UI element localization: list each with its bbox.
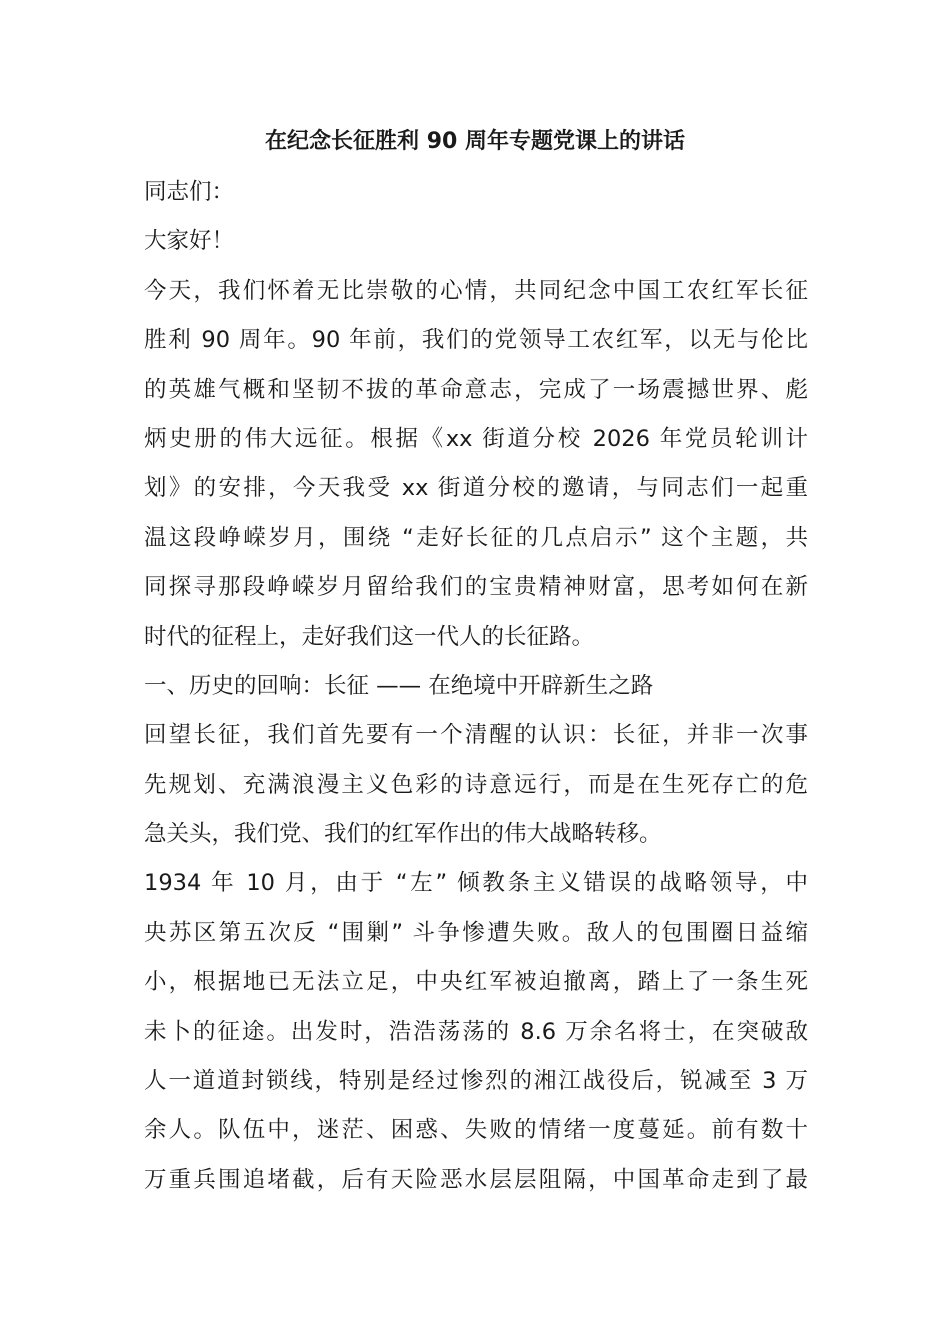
body-line: 炳史册的伟大远征。根据《xx 街道分校 2026 年党员轮训计	[144, 425, 808, 452]
body-line: 同志们：	[144, 179, 235, 205]
body-line: 的英雄气概和坚韧不拔的革命意志，完成了一场震撼世界、彪	[144, 376, 808, 403]
body-line: 央苏区第五次反 “围剿” 斗争惨遭失败。敌人的包围圈日益缩	[144, 919, 808, 946]
body-line: 温这段峥嵘岁月，围绕 “走好长征的几点启示” 这个主题，共	[144, 524, 808, 551]
body-line: 人一道道封锁线，特别是经过惨烈的湘江战役后，锐减至 3 万	[144, 1068, 808, 1095]
body-line: 时代的征程上，走好我们这一代人的长征路。	[144, 623, 595, 650]
document-body	[144, 168, 808, 1205]
body-line: 胜利 90 周年。90 年前，我们的党领导工农红军，以无与伦比	[144, 327, 808, 354]
body-line: 小，根据地已无法立足，中央红军被迫撤离，踏上了一条生死	[144, 969, 808, 996]
body-line: 急关头，我们党、我们的红军作出的伟大战略转移。	[144, 821, 662, 848]
body-line: 先规划、充满浪漫主义色彩的诗意远行，而是在生死存亡的危	[144, 771, 808, 798]
body-line: 一、历史的回响：长征 —— 在绝境中开辟新生之路	[144, 672, 654, 699]
body-line: 今天，我们怀着无比崇敬的心情，共同纪念中国工农红军长征	[144, 277, 808, 304]
body-line: 大家好！	[144, 228, 235, 255]
body-line: 万重兵围追堵截，后有天险恶水层层阻隔，中国革命走到了最	[144, 1166, 808, 1193]
body-line: 未卜的征途。出发时，浩浩荡荡的 8.6 万余名将士，在突破敌	[144, 1018, 808, 1045]
body-line: 余人。队伍中，迷茫、困惑、失败的情绪一度蔓延。前有数十	[144, 1117, 808, 1144]
body-line: 回望长征，我们首先要有一个清醒的认识：长征，并非一次事	[144, 722, 808, 749]
body-line: 划》的安排，今天我受 xx 街道分校的邀请，与同志们一起重	[144, 475, 808, 502]
body-line: 1934 年 10 月，由于 “左” 倾教条主义错误的战略领导，中	[144, 870, 808, 897]
document-title: 在纪念长征胜利 90 周年专题党课上的讲话	[265, 129, 685, 154]
body-line: 同探寻那段峥嵘岁月留给我们的宝贵精神财富，思考如何在新	[144, 574, 808, 601]
